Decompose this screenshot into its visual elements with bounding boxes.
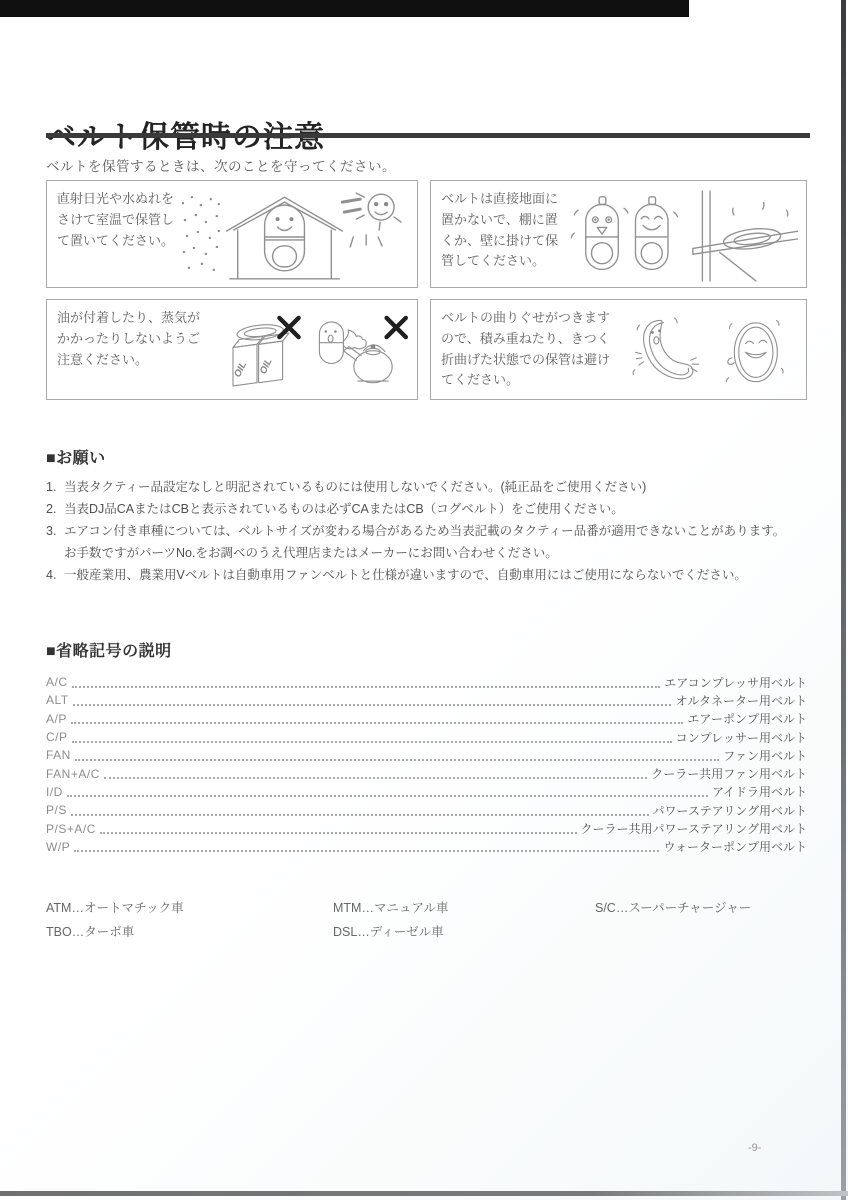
vehicle-code: TBO…ターボ車 bbox=[46, 925, 135, 939]
abbr-label: ウォーターポンプ用ベルト bbox=[663, 840, 807, 855]
page-number: -9- bbox=[748, 1142, 762, 1154]
abbr-code: FAN bbox=[46, 748, 71, 763]
bent-belt-illustration bbox=[611, 308, 798, 395]
scan-bottom-edge bbox=[0, 1191, 848, 1196]
request-list bbox=[46, 476, 810, 586]
abbr-label: パワーステアリング用ベルト bbox=[652, 803, 807, 818]
scan-right-edge bbox=[841, 0, 846, 1200]
precaution-text: 油が付着したり、蒸気がかかったりしないようご注意ください。 bbox=[57, 310, 201, 367]
dotted-leader bbox=[67, 786, 708, 797]
item-text: 当表タクティー品設定なしと明記されているものには使用しないでください。(純正品をご使用ください) bbox=[64, 480, 647, 494]
dotted-leader bbox=[72, 732, 672, 743]
abbr-label: コンプレッサー用ベルト bbox=[675, 730, 807, 745]
abbreviation-row bbox=[46, 819, 807, 837]
oil-can-label: OIL bbox=[232, 360, 250, 380]
vehicle-code: S/C…スーパーチャージャー bbox=[595, 901, 752, 915]
abbreviation-list bbox=[46, 673, 807, 856]
precaution-box-oil-steam bbox=[46, 299, 418, 400]
storage-precautions-grid bbox=[46, 180, 807, 400]
abbr-label: オルタネーター用ベルト bbox=[675, 693, 807, 708]
abbreviation-row bbox=[46, 691, 807, 709]
abbreviation-row bbox=[46, 728, 807, 746]
abbr-label: クーラー共用パワーステアリング用ベルト bbox=[580, 822, 807, 837]
item-number: 4. bbox=[46, 568, 57, 582]
dotted-leader bbox=[75, 750, 719, 761]
abbr-code: C/P bbox=[46, 730, 68, 745]
abbr-code: ALT bbox=[46, 693, 69, 708]
item-number: 1. bbox=[46, 480, 57, 494]
abbreviation-section bbox=[46, 638, 807, 856]
abbr-code: W/P bbox=[46, 839, 71, 854]
dotted-leader bbox=[72, 677, 661, 688]
dotted-leader bbox=[104, 768, 647, 779]
abbr-label: クーラー共用ファン用ベルト bbox=[651, 767, 807, 782]
abbreviation-row bbox=[46, 710, 807, 728]
precaution-text: ベルトは直接地面に置かないで、棚に置くか、壁に掛けて保管してください。 bbox=[441, 191, 559, 269]
item-text: 当表DJ品CAまたはCBと表示されているものは必ずCAまたはCB（コグベルト）をご使用ください。 bbox=[64, 502, 624, 516]
abbr-code: A/P bbox=[46, 711, 67, 726]
abbreviation-row bbox=[46, 764, 807, 782]
item-text: 一般産業用、農業用Vベルトは自動車用ファンベルトと仕様が違いますので、自動車用にはご使用にならないでください。 bbox=[64, 568, 747, 582]
abbreviation-row bbox=[46, 838, 807, 856]
oil-can-label: OIL bbox=[257, 356, 275, 377]
rain-house-sun-illustration bbox=[175, 189, 409, 283]
abbreviation-row bbox=[46, 673, 807, 691]
abbreviation-heading: ■省略記号の説明 bbox=[46, 643, 172, 660]
abbreviation-row bbox=[46, 801, 807, 819]
vehicle-code: MTM…マニュアル車 bbox=[333, 901, 449, 915]
abbreviation-row bbox=[46, 783, 807, 801]
abbr-label: ファン用ベルト bbox=[723, 748, 807, 763]
title-rule bbox=[46, 133, 810, 138]
oil-steam-warning-illustration bbox=[209, 308, 409, 395]
vehicle-code bbox=[595, 922, 806, 946]
scan-top-bar bbox=[0, 0, 689, 17]
item-number: 3. bbox=[46, 524, 57, 538]
item-number: 2. bbox=[46, 502, 57, 516]
vehicle-code: DSL…ディーゼル車 bbox=[333, 925, 444, 939]
request-section bbox=[46, 445, 810, 586]
precaution-box-bending bbox=[430, 299, 807, 400]
request-item-continuation: お手数ですがパーツNo.をお調べのうえ代理店またはメーカーにお問い合わせください。 bbox=[64, 546, 558, 560]
intro-text: ベルトを保管するときは、次のことを守ってください。 bbox=[46, 159, 396, 174]
precaution-box-sunlight bbox=[46, 180, 418, 288]
abbr-code: P/S bbox=[46, 803, 67, 818]
precaution-text: ベルトの曲りぐせがつきますので、積み重ねたり、きつく折曲げた状態での保管は避けてください。 bbox=[441, 310, 611, 388]
vehicle-code: ATM…オートマチック車 bbox=[46, 901, 184, 915]
item-text: エアコン付き車種については、ベルトサイズが変わる場合があるため当表記載のタクティー品番が適用できないことがあります。 bbox=[64, 524, 786, 538]
request-item bbox=[46, 498, 810, 520]
request-item bbox=[46, 520, 810, 542]
abbr-code: P/S+A/C bbox=[46, 821, 96, 836]
abbr-label: アイドラ用ベルト bbox=[712, 785, 807, 800]
dotted-leader bbox=[74, 841, 659, 852]
vehicle-code-grid bbox=[46, 898, 806, 946]
dotted-leader bbox=[100, 823, 577, 834]
request-heading: ■お願い bbox=[46, 450, 106, 467]
dotted-leader bbox=[71, 713, 684, 724]
abbreviation-row bbox=[46, 746, 807, 764]
dotted-leader bbox=[73, 695, 672, 706]
abbr-label: エアコンプレッサ用ベルト bbox=[664, 675, 807, 690]
request-item bbox=[46, 476, 810, 498]
prohibited-x-icon bbox=[279, 318, 405, 337]
belts-wall-shelf-illustration bbox=[559, 189, 798, 283]
precaution-box-shelf bbox=[430, 180, 807, 288]
abbr-code: A/C bbox=[46, 675, 68, 690]
abbr-code: FAN+A/C bbox=[46, 766, 100, 781]
abbr-label: エアーポンプ用ベルト bbox=[687, 712, 807, 727]
request-item bbox=[46, 564, 810, 586]
dotted-leader bbox=[71, 805, 649, 816]
abbr-code: I/D bbox=[46, 784, 63, 799]
precaution-text: 直射日光や水ぬれをさけて室温で保管して置いてください。 bbox=[57, 191, 175, 248]
